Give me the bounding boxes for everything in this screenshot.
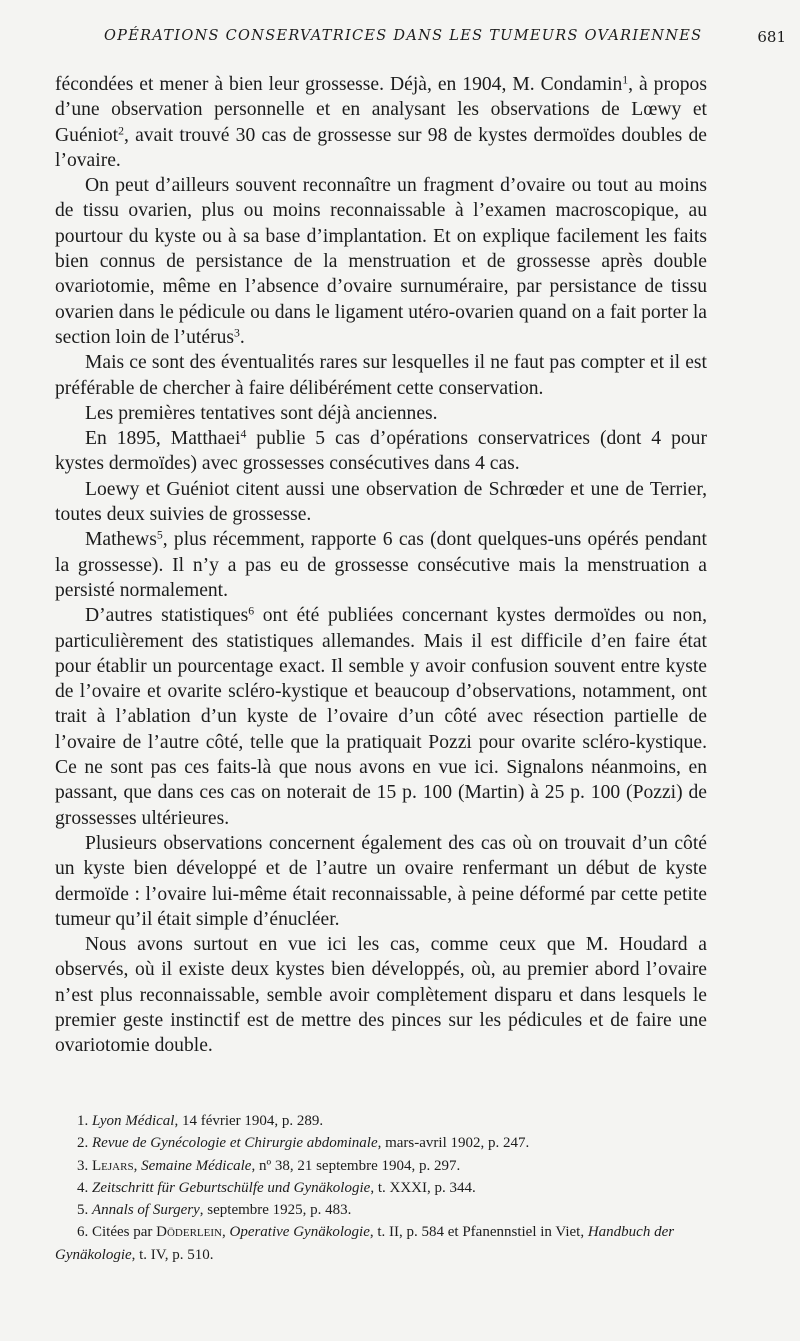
- paragraph-text: .: [239, 326, 245, 348]
- footnote-text: , t. IV, p. 510.: [131, 1246, 214, 1263]
- page-number: 681: [757, 28, 786, 46]
- footnote-marker: 6: [248, 604, 255, 618]
- footnote: [55, 1110, 707, 1132]
- page-header: [0, 28, 800, 52]
- footnote-marker: 2: [118, 124, 124, 138]
- paragraph-text: fécondées et mener à bien leur grossesse. Déjà, en 1904, M. Condamin: [55, 74, 623, 95]
- footnote-text: Lejars: [92, 1157, 134, 1174]
- footnote: [55, 1199, 707, 1221]
- paragraph: [55, 426, 707, 477]
- paragraph-text: , plus récemment, rapporte 6 cas (dont quelques-uns opérés pendant la grossesse). Il n’y a pas eu de grossesse consécutive mais la menstruation a persisté normalement.: [55, 529, 707, 601]
- footnote-text: , t. XXXI, p. 344.: [370, 1179, 476, 1196]
- paragraph-text: , à propos d’une observation personnelle et en analysant les observations de Lœwy et Guéniot: [55, 74, 707, 146]
- footnote-text: ,: [133, 1157, 142, 1174]
- footnote: [55, 1177, 707, 1199]
- footnote-text: , mars-avril 1902, p. 247.: [377, 1135, 530, 1152]
- footnote-text: Revue de Gynécologie et Chirurgie abdominale: [92, 1135, 378, 1152]
- paragraph: [55, 477, 707, 528]
- footnote-text: 2.: [77, 1135, 92, 1152]
- paragraph: [55, 932, 707, 1058]
- footnote-text: , t. II, p. 584 et Pfanennstiel in Viet,: [369, 1224, 588, 1241]
- footnote-text: 3.: [77, 1157, 92, 1174]
- paragraph: [55, 350, 707, 401]
- footnote: [55, 1132, 707, 1154]
- paragraph-text: Plusieurs observations concernent également des cas où on trouvait d’un côté un kyste bien développé et de l’autre un ovaire renfermant un début de kyste dermoïde : l’ovaire lui-même était reconnaissable, à peine déformé par cette petite tumeur qu’il était simple d’énucléer.: [55, 832, 707, 930]
- footnote-text: , 14 février 1904, p. 289.: [174, 1113, 324, 1129]
- footnote-text: Döderlein: [156, 1224, 222, 1241]
- paragraph-text: publie 5 cas d’opérations conservatrices (dont 4 pour kystes dermoïdes) avec grossesses consécutives dans 4 cas.: [55, 428, 707, 475]
- paragraph-text: On peut d’ailleurs souvent reconnaître un fragment d’ovaire ou tout au moins de tissu ovarien, plus ou moins reconnaissable à l’examen macroscopique, au pourtour du kyste ou à sa base d’implantation. Et on explique facilement les faits bien connus de persistance de la menstruation et de grossesse après double ovariotomie, même en l’absence d’ovaire surnuméraire, par persistance de tissu ovarien dans le pédicule ou dans le ligament utéro-ovarien quand on a fait porter la section loin de l’utérus: [55, 175, 707, 348]
- paragraph-text: ont été publiées concernant kystes dermoïdes ou non, particulièrement des statistiques allemandes. Mais il est difficile d’en faire état pour établir un pourcentage exact. Il semble y avoir confusion souvent entre kyste de l’ovaire et ovarite scléro-kystique et beaucoup d’observations, notamment, ont trait à l’ablation d’un kyste de l’ovaire d’un côté avec résection partielle de l’ovaire de l’autre côté, telle que la pratiquait Pozzi pour ovarite scléro-kystique. Ce ne sont pas ces faits-là que nous avons en vue ici. Signalons néanmoins, en passant, que dans ces cas on noterait de 15 p. 100 (Martin) à 25 p. 100 (Pozzi) de grossesses ultérieures.: [55, 605, 707, 829]
- running-title: OPÉRATIONS CONSERVATRICES DANS LES TUMEURS OVARIENNES: [104, 28, 703, 44]
- footnote-marker: 4: [240, 427, 247, 441]
- paragraph-text: Nous avons surtout en vue ici les cas, comme ceux que M. Houdard a observés, où il existe deux kystes bien développés, où, au premier abord l’ovaire n’est plus reconnaissable, semble avoir complètement disparu et dans lesquels le premier geste instinctif est de mettre des pinces sur les pédicules et de faire une ovariotomie double.: [55, 934, 707, 1057]
- footnote-text: Zeitschritt für Geburtschülfe und Gynäkologie: [92, 1179, 371, 1196]
- paragraph-text: Loewy et Guéniot citent aussi une observation de Schrœder et une de Terrier, toutes deux suivies de grossesse.: [55, 478, 707, 526]
- footnote-marker: 5: [156, 528, 163, 542]
- footnote-text: Lyon Médical: [92, 1113, 175, 1129]
- footnote-text: Semaine Médicale: [141, 1157, 252, 1174]
- paragraph: [55, 173, 707, 350]
- paragraph: [55, 831, 707, 932]
- footnote-marker: 3: [234, 326, 240, 340]
- paragraph-text: , avait trouvé 30 cas de grossesse sur 98 de kystes dermoïdes doubles de l’ovaire.: [55, 124, 707, 171]
- paragraph-text: Mathews: [85, 529, 157, 551]
- footnotes: [55, 1110, 707, 1266]
- paragraph: [55, 72, 707, 173]
- footnote-text: 4.: [77, 1179, 92, 1196]
- footnote: [55, 1155, 707, 1177]
- footnote-text: , nº 38, 21 septembre 1904, p. 297.: [251, 1157, 461, 1174]
- paragraph: [55, 401, 707, 426]
- paragraph-text: D’autres statistiques: [85, 605, 249, 627]
- footnote-text: Annals of Surgery: [92, 1202, 200, 1219]
- footnote-text: 6. Citées par: [77, 1224, 157, 1241]
- paragraph-text: Mais ce sont des éventualités rares sur lesquelles il ne faut pas compter et il est préférable de chercher à faire délibérément cette conservation.: [55, 352, 707, 399]
- paragraph: [55, 603, 707, 831]
- footnote-text: , septembre 1925, p. 483.: [199, 1202, 352, 1219]
- paragraph: [55, 527, 707, 603]
- footnote-text: 1.: [77, 1113, 92, 1129]
- footnote: [55, 1221, 707, 1266]
- paragraph-text: Les premières tentatives sont déjà anciennes.: [85, 402, 438, 424]
- paragraph-text: En 1895, Matthaei: [85, 428, 241, 450]
- footnote-text: Handbuch der Gynäkologie: [55, 1224, 675, 1263]
- footnote-marker: 1: [622, 73, 629, 87]
- footnote-text: 5.: [77, 1202, 92, 1219]
- footnote-text: ,: [221, 1224, 230, 1241]
- body-text: [55, 72, 707, 1059]
- footnote-text: Operative Gynäkologie: [229, 1224, 370, 1241]
